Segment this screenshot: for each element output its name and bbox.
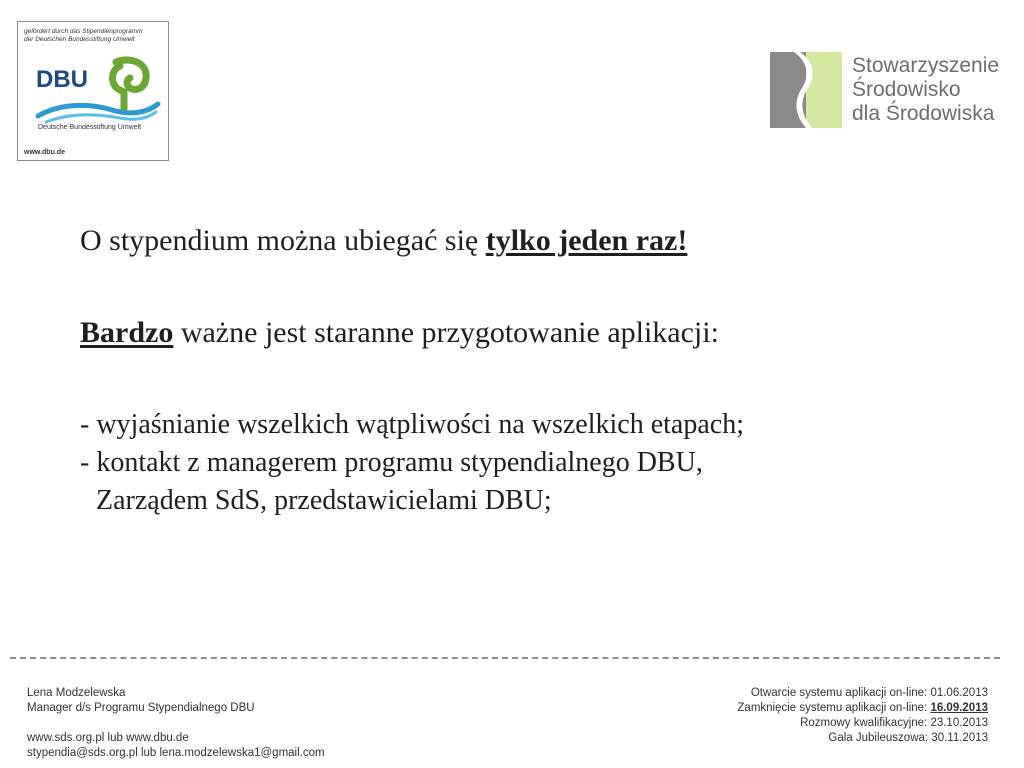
footer-schedule: [737, 686, 988, 746]
headline-important-emphasis: Bardzo: [80, 316, 174, 349]
sds-logo: [770, 52, 1000, 132]
contact-emails[interactable]: stypendia@sds.org.pl lub lena.modzelewska1@gmail.com: [27, 747, 325, 759]
dbu-url: www.dbu.de: [24, 149, 65, 156]
list-item-continuation: Zarządem SdS, przedstawicielami DBU;: [96, 485, 552, 516]
schedule-interviews: Rozmowy kwalifikacyjne: 23.10.2013: [800, 717, 988, 729]
list-item: - wyjaśnianie wszelkich wątpliwości na wszelkich etapach;: [80, 409, 744, 440]
contact-name: Lena Modzelewska: [27, 687, 126, 699]
dbu-mark-icon: [32, 52, 162, 134]
headline-once-emphasis: tylko jeden raz!: [485, 224, 688, 257]
footer-contact: [27, 686, 325, 761]
sds-mark-icon: [770, 52, 842, 128]
schedule-close: Zamknięcie systemu aplikacji on-line: 16.09.2013: [737, 702, 988, 714]
close-date: 16.09.2013: [930, 702, 988, 714]
sds-name: Stowarzyszenie Środowisko dla Środowiska: [852, 54, 1000, 125]
main-content: [80, 222, 980, 520]
schedule-gala: Gala Jubileuszowa: 30.11.2013: [828, 732, 988, 744]
schedule-open: Otwarcie systemu aplikacji on-line: 01.06.2013: [750, 687, 988, 699]
dbu-funding-note: gefördert durch das Stipendienprogramm der Deutschen Bundesstiftung Umwelt: [24, 28, 143, 43]
dashed-divider: [10, 657, 1000, 659]
contact-role: Manager d/s Programu Stypendialnego DBU: [27, 702, 255, 714]
dbu-full-name: Deutsche Bundesstiftung Umwelt: [38, 124, 142, 131]
list-item: - kontakt z managerem programu stypendialnego DBU,: [80, 447, 703, 478]
headline-important: Bardzo ważne jest staranne przygotowanie aplikacji:: [80, 316, 719, 349]
dbu-logo: [17, 21, 169, 161]
headline-once: O stypendium można ubiegać się tylko jeden raz!: [80, 224, 688, 257]
contact-websites[interactable]: www.sds.org.pl lub www.dbu.de: [27, 732, 189, 744]
dbu-brand-text: DBU: [36, 66, 88, 93]
bullet-list: [80, 406, 980, 520]
